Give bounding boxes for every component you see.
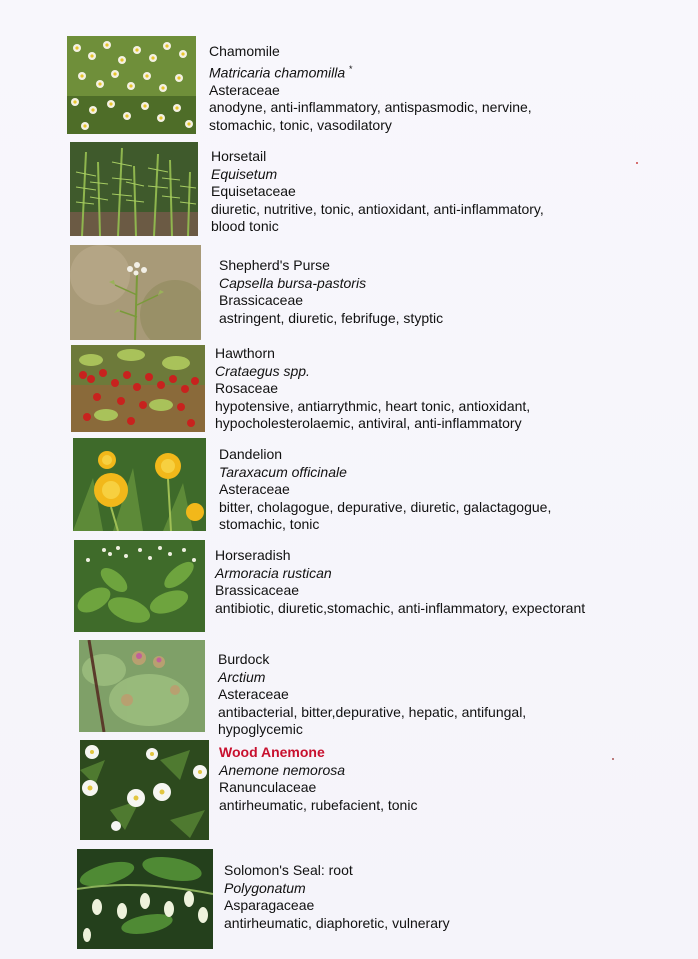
hawthorn-berries-icon xyxy=(71,345,205,432)
common-name: Chamomile xyxy=(209,43,280,59)
properties-line: stomachic, tonic xyxy=(219,516,320,532)
family-name: Asparagaceae xyxy=(224,897,315,913)
chamomile-flowers-icon xyxy=(67,36,196,134)
burdock-photo xyxy=(79,640,205,732)
properties-line: hypotensive, antiarrythmic, heart tonic, antioxidant, xyxy=(215,397,531,414)
latin-name: Armoracia rustican xyxy=(215,564,332,581)
dandelion-photo xyxy=(73,438,206,531)
properties-line: hypoglycemic xyxy=(218,721,303,737)
horseradish-photo xyxy=(74,540,205,632)
properties-line: antibacterial, bitter,depurative, hepatic, antifungal, xyxy=(218,703,527,720)
properties-line: anodyne, anti-inflammatory, antispasmodic, nervine, xyxy=(209,99,532,116)
common-name: Hawthorn xyxy=(215,345,275,361)
properties-line: antirheumatic, rubefacient, tonic xyxy=(219,796,418,813)
solomons-seal-entry xyxy=(224,862,450,932)
shepherds-purse-plant-icon xyxy=(70,245,201,340)
family-name: Asteraceae xyxy=(218,686,289,702)
common-name: Dandelion xyxy=(219,446,283,462)
latin-name: Anemone nemorosa xyxy=(219,761,346,778)
common-name: Solomon's Seal: root xyxy=(224,862,353,878)
properties-line: antirheumatic, diaphoretic, vulnerary xyxy=(224,914,450,931)
solomons-seal-plant-icon xyxy=(77,849,213,949)
hawthorn-entry xyxy=(215,345,530,433)
family-name: Ranunculaceae xyxy=(219,779,317,795)
horseradish-leaves-icon xyxy=(74,540,205,632)
shepherds-purse-photo xyxy=(70,245,201,340)
family-name: Brassicaceae xyxy=(219,292,304,308)
chamomile-photo xyxy=(67,36,196,134)
properties-line: antibiotic, diuretic,stomachic, anti-inflammatory, expectorant xyxy=(215,599,586,616)
family-name: Asteraceae xyxy=(219,481,290,497)
properties-line: blood tonic xyxy=(211,218,279,234)
family-name: Brassicaceae xyxy=(215,582,300,598)
wood-anemone-entry xyxy=(219,744,417,814)
horsetail-photo xyxy=(70,142,198,236)
latin-name: Taraxacum officinale xyxy=(219,463,347,480)
burdock-entry xyxy=(218,651,526,739)
properties-line: hypocholesterolaemic, antiviral, anti-inflammatory xyxy=(215,415,522,431)
horsetail-plants-icon xyxy=(70,142,198,236)
burdock-burrs-icon xyxy=(79,640,205,732)
properties-line: bitter, cholagogue, depurative, diuretic, galactagogue, xyxy=(219,498,552,515)
family-name: Equisetaceae xyxy=(211,183,296,199)
latin-name: Crataegus spp. xyxy=(215,362,310,379)
wood-anemone-photo xyxy=(80,740,209,840)
common-name: Horseradish xyxy=(215,547,291,563)
common-name: Horsetail xyxy=(211,148,267,164)
scan-speck xyxy=(612,758,614,760)
family-name: Rosaceae xyxy=(215,380,279,396)
latin-name: Matricaria chamomilla * xyxy=(209,63,353,81)
properties-line: astringent, diuretic, febrifuge, styptic xyxy=(219,309,444,326)
shepherds-purse-entry xyxy=(219,257,443,327)
chamomile-entry xyxy=(209,43,532,134)
solomons-seal-photo xyxy=(77,849,213,949)
horseradish-entry xyxy=(215,547,585,617)
latin-name: Arctium xyxy=(218,668,266,685)
properties-line: stomachic, tonic, vasodilatory xyxy=(209,116,392,133)
latin-name: Equisetum xyxy=(211,165,278,182)
dandelion-entry xyxy=(219,446,551,534)
latin-name: Capsella bursa-pastoris xyxy=(219,274,367,291)
hawthorn-photo xyxy=(71,345,205,432)
scan-speck xyxy=(636,162,638,164)
properties-line: diuretic, nutritive, tonic, antioxidant, anti-inflammatory, xyxy=(211,200,544,217)
wood-anemone-flowers-icon xyxy=(80,740,209,840)
common-name: Shepherd's Purse xyxy=(219,257,330,273)
common-name: Wood Anemone xyxy=(219,744,325,760)
latin-name: Polygonatum xyxy=(224,879,306,896)
dandelion-flowers-icon xyxy=(73,438,206,531)
family-name: Asteraceae xyxy=(209,81,280,98)
horsetail-entry xyxy=(211,148,544,236)
common-name: Burdock xyxy=(218,651,270,667)
